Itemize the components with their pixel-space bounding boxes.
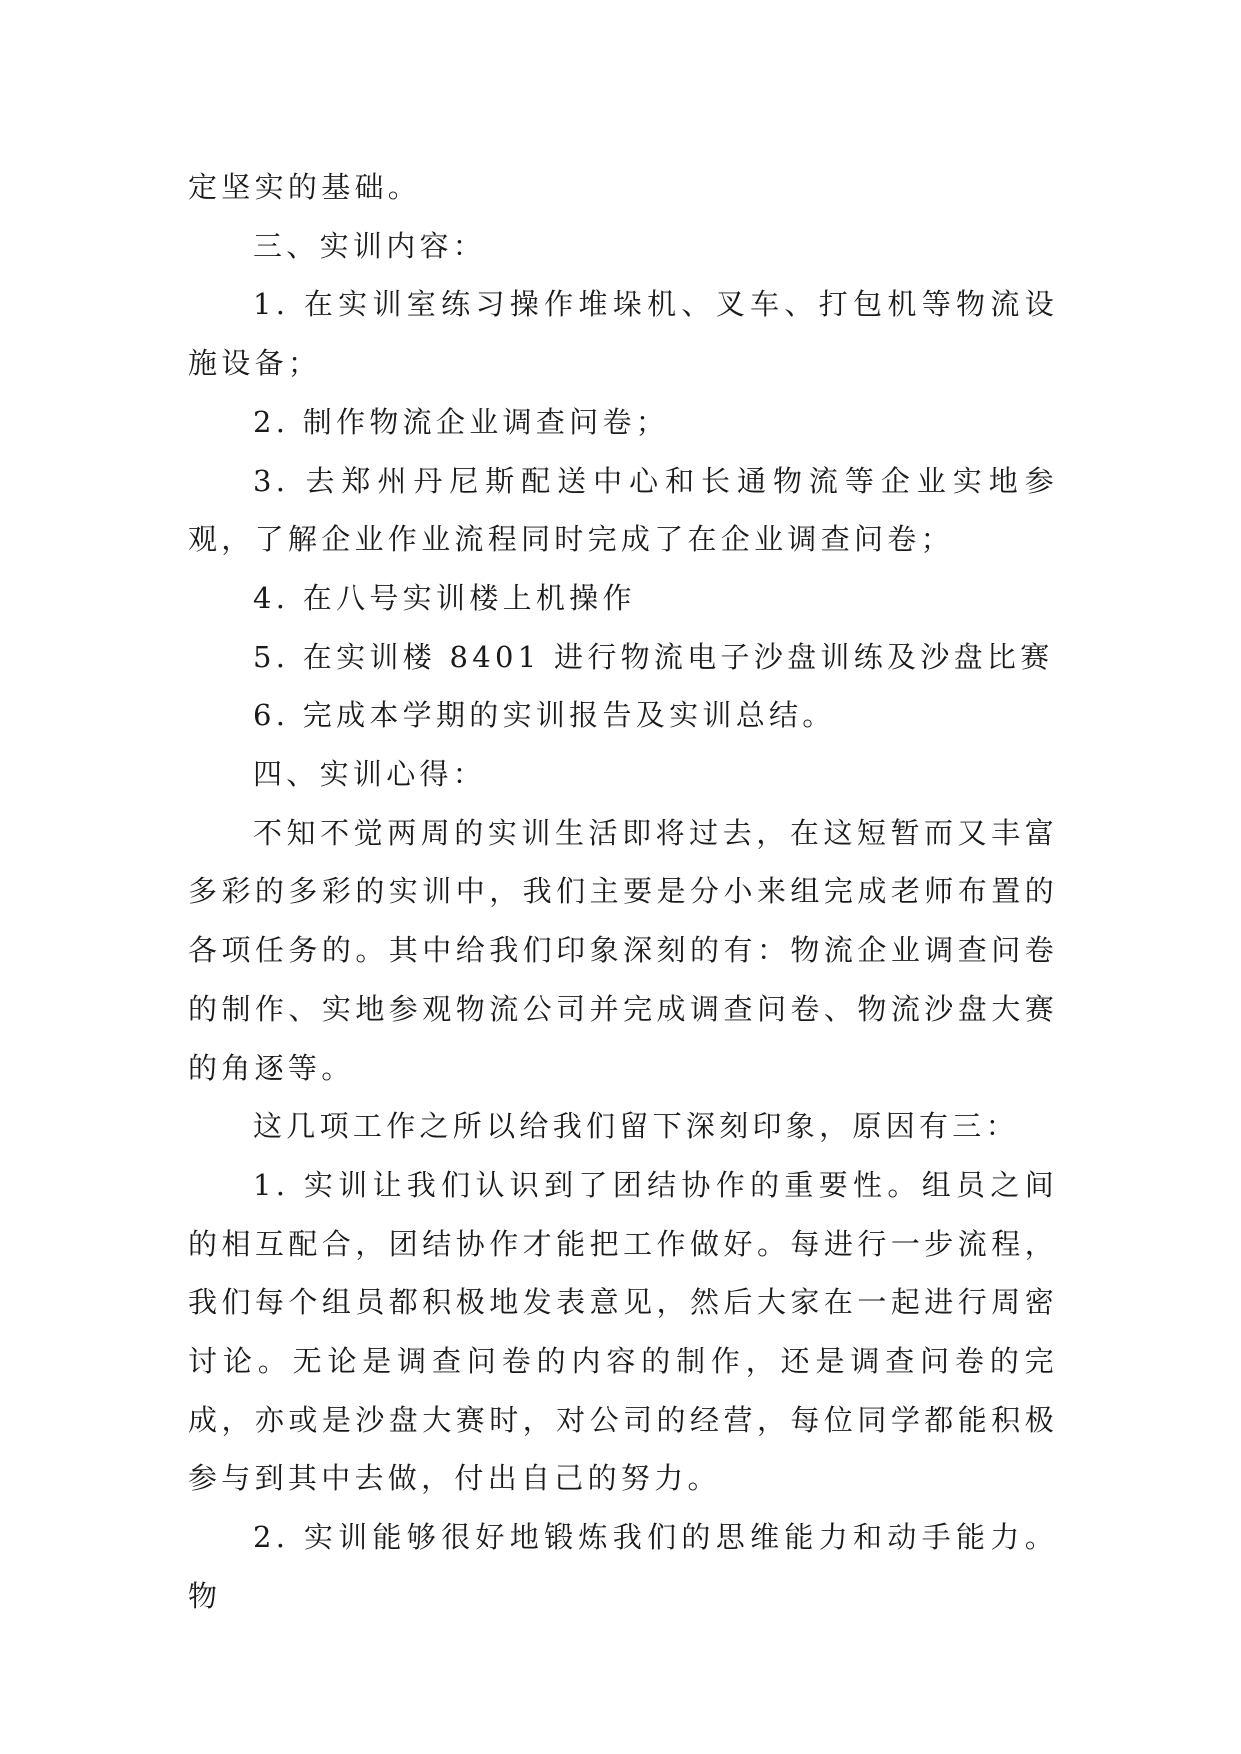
paragraph: 不知不觉两周的实训生活即将过去，在这短暂而又丰富多彩的多彩的实训中，我们主要是分小来组完成老师布置的各项任务的。其中给我们印象深刻的有：物流企业调查问卷的制作、实地参观物流公司并完成调查问卷、物流沙盘大赛的角逐等。 [188, 815, 1058, 1085]
list-item: 5. 在实训楼 8401 进行物流电子沙盘训练及沙盘比赛 [253, 639, 1054, 674]
list-item: 3. 去郑州丹尼斯配送中心和长通物流等企业实地参观，了解企业作业流程同时完成了在企业调查问卷； [188, 463, 1058, 557]
list-item: 6. 完成本学期的实训报告及实训总结。 [253, 698, 836, 733]
list-item: 2. 实训能够很好地锻炼我们的思维能力和动手能力。物 [188, 1520, 1058, 1613]
section-heading-training-content: 三、实训内容： [253, 228, 487, 263]
list-item: 4. 在八号实训楼上机操作 [253, 580, 636, 615]
section-heading-training-experience: 四、实训心得： [253, 757, 487, 792]
list-item: 1. 在实训室练习操作堆垛机、叉车、打包机等物流设施设备； [188, 287, 1058, 381]
document-body [188, 158, 1058, 1626]
paragraph-continuation: 定坚实的基础。 [188, 170, 422, 204]
paragraph: 这几项工作之所以给我们留下深刻印象，原因有三： [253, 1109, 1019, 1144]
list-item: 1. 实训让我们认识到了团结协作的重要性。组员之间的相互配合，团结协作才能把工作做好。每进行一步流程，我们每个组员都积极地发表意见，然后大家在一起进行周密讨论。无论是调查问卷的内容的制作，还是调查问卷的完成，亦或是沙盘大赛时，对公司的经营，每位同学都能积极参与到其中去做，付出自己的努力。 [188, 1167, 1058, 1496]
list-item: 2. 制作物流企业调查问卷； [253, 404, 670, 439]
